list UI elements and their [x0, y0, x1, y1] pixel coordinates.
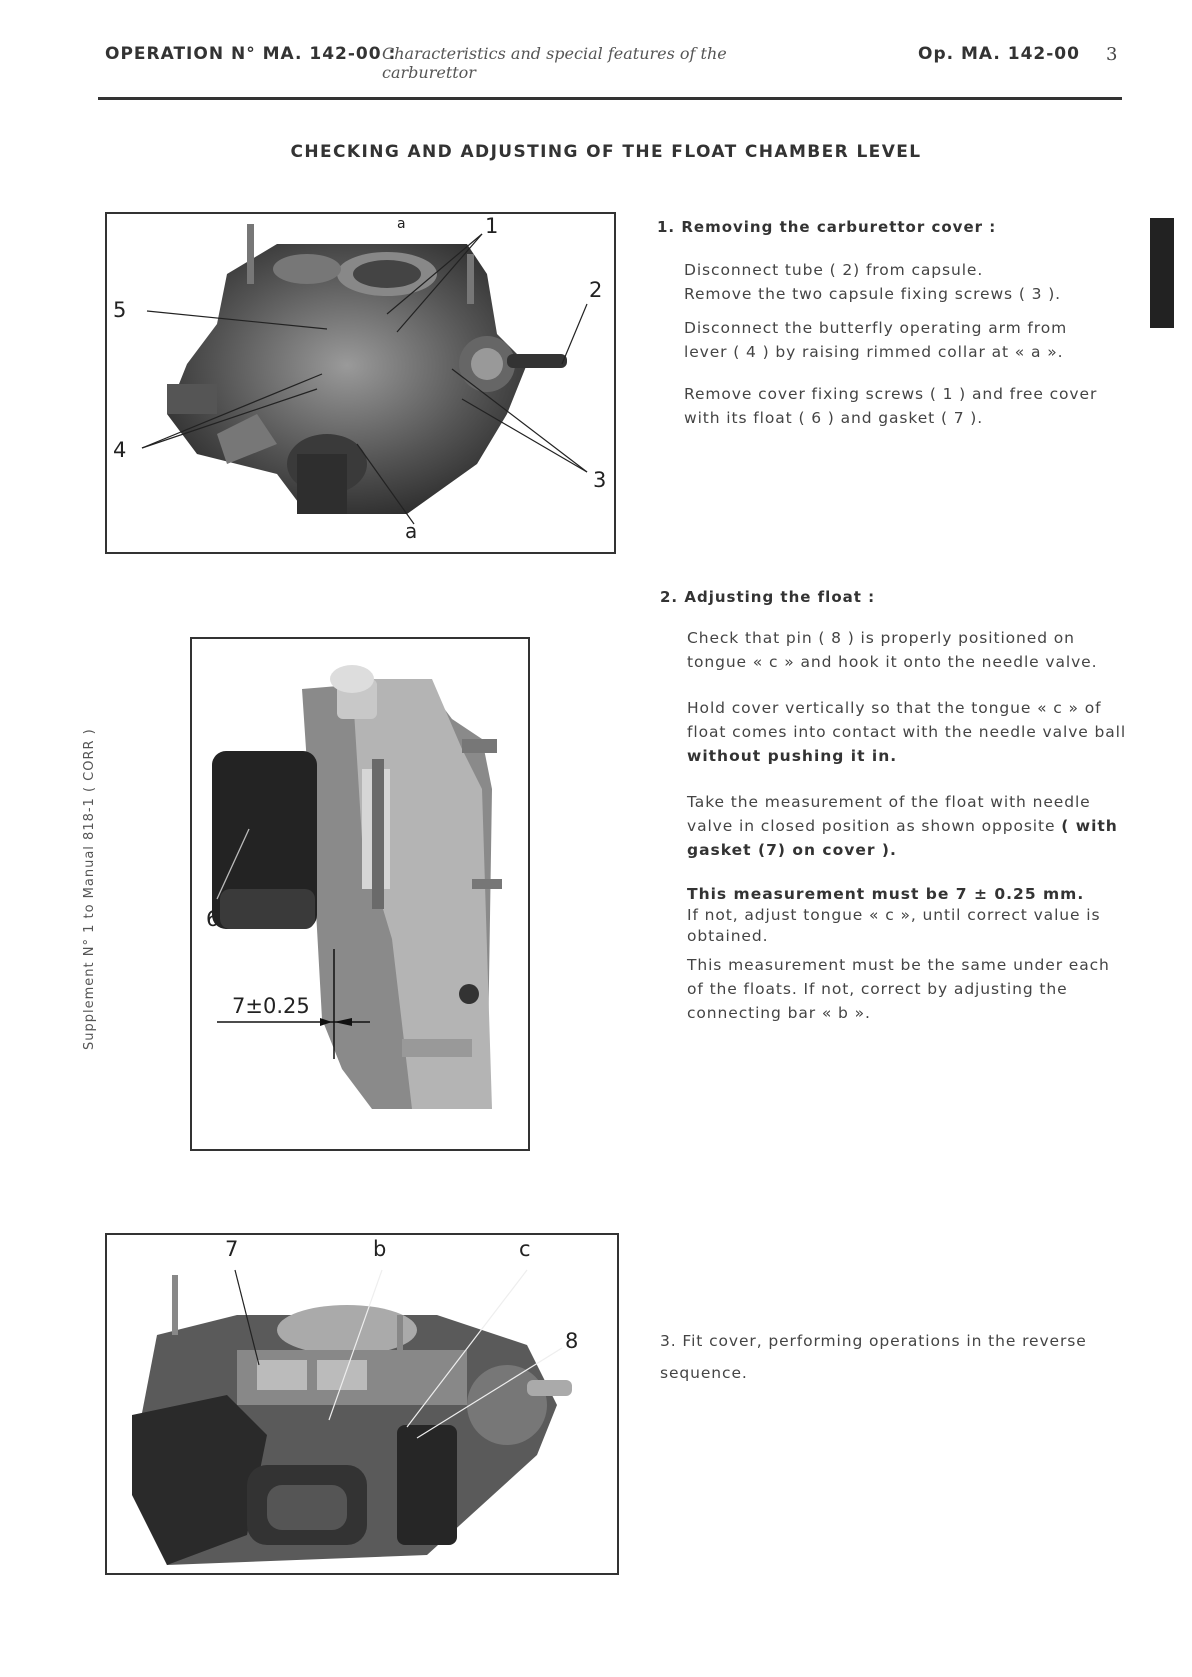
- section2-p2: Hold cover vertically so that the tongue « c » of float comes into contact with the needle valve ball: [687, 699, 1127, 741]
- section2-p5: This measurement must be the same under each of the floats. If not, correct by adjusting the connecting bar « b ».: [687, 956, 1110, 1022]
- label-8: 8: [565, 1329, 579, 1353]
- section1-p1b: Remove the two capsule fixing screws ( 3 ).: [684, 285, 1061, 303]
- label-6: 6: [206, 907, 220, 931]
- figure-cover-underside: [105, 1233, 619, 1575]
- label-b: b: [373, 1237, 387, 1261]
- figure-carburettor-assembly: [105, 212, 616, 554]
- label-5: 5: [113, 298, 127, 322]
- label-4: 4: [113, 438, 127, 462]
- section1-p1a: Disconnect tube ( 2) from capsule.: [684, 261, 984, 279]
- section2-p4-bold: This measurement must be 7 ± 0.25 mm.: [687, 885, 1085, 903]
- operation-number: OPERATION N° MA. 142-00 :: [105, 44, 397, 64]
- section2-p3-bold: ( with gasket (7) on cover ).: [687, 817, 1118, 859]
- section-tab-marker: [1150, 218, 1174, 328]
- dimension-7-0.25: 7±0.25: [232, 994, 310, 1018]
- page-number: 3: [1106, 44, 1118, 65]
- label-a-top: a: [397, 216, 406, 232]
- section1-heading: 1. Removing the carburettor cover :: [657, 218, 997, 236]
- carburettor-photo: [107, 214, 614, 552]
- section1-p2: Disconnect the butterfly operating arm from lever ( 4 ) by raising rimmed collar at « a ».: [684, 319, 1068, 361]
- header-subtitle: Characteristics and special features of the carburettor: [382, 44, 727, 82]
- label-7: 7: [225, 1237, 239, 1261]
- section1-p3: Remove cover fixing screws ( 1 ) and free cover with its float ( 6 ) and gasket ( 7 ).: [684, 385, 1098, 427]
- label-2: 2: [589, 278, 603, 302]
- section-fit-cover: 3. Fit cover, performing operations in the reverse sequence.: [660, 1332, 1087, 1382]
- label-1: 1: [485, 214, 499, 238]
- supplement-side-text: Supplement N° 1 to Manual 818-1 ( CORR ): [82, 728, 97, 1050]
- float-cover-photo: [192, 639, 528, 1149]
- section-adjusting-float: [660, 588, 1130, 1039]
- label-3: 3: [593, 468, 607, 492]
- section2-p4: If not, adjust tongue « c », until correct value is obtained.: [687, 906, 1101, 945]
- cover-underside-photo: [107, 1235, 617, 1573]
- section-removing-cover: [657, 218, 1107, 444]
- figure-float-measurement: [190, 637, 530, 1151]
- section2-p3: Take the measurement of the float with needle valve in closed position as shown opposite: [687, 793, 1091, 835]
- section2-p1: Check that pin ( 8 ) is properly positioned on tongue « c » and hook it onto the needle valve.: [687, 629, 1098, 671]
- section2-p2-bold: without pushing it in.: [687, 747, 898, 765]
- section2-heading: 2. Adjusting the float :: [660, 588, 876, 606]
- operation-reference: Op. MA. 142-00: [918, 44, 1080, 64]
- label-c: c: [519, 1237, 531, 1261]
- label-a-bottom: a: [405, 519, 418, 543]
- header-rule: [98, 97, 1122, 100]
- page-title: CHECKING AND ADJUSTING OF THE FLOAT CHAMBER LEVEL: [290, 142, 922, 162]
